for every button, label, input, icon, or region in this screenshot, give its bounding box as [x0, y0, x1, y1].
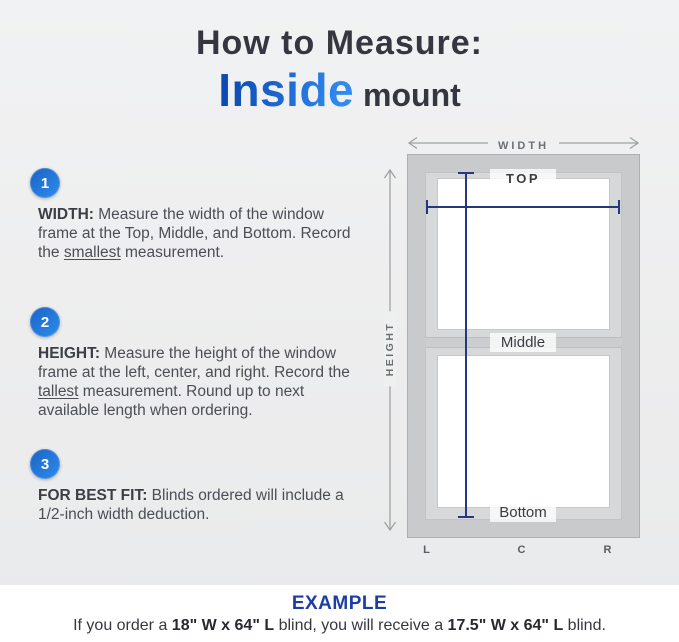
- example-text: If you order a 18" W x 64" L blind, you will receive a 17.5" W x 64" L blind.: [73, 617, 606, 634]
- page-title: [0, 24, 679, 117]
- step-1-text: WIDTH: Measure the width of the window frame at the Top, Middle, and Bottom. Record the smallest measurement.: [38, 206, 351, 261]
- example-heading: EXAMPLE: [291, 593, 388, 614]
- title-rest-mount: mount: [354, 77, 461, 113]
- title-accent-inside: Inside: [218, 64, 355, 116]
- step-1-badge: 1: [30, 168, 60, 198]
- step-height: [30, 307, 362, 420]
- title-line1: How to Measure:: [195, 24, 484, 62]
- top-position-label: TOP: [490, 169, 556, 188]
- center-mark-label: C: [517, 544, 527, 556]
- window-pane-bottom: [437, 355, 610, 508]
- step-2-text: HEIGHT: Measure the height of the window frame at the left, center, and right. Record the tallest measurement. Round up to next available length when ordering.: [38, 345, 350, 419]
- example-section: [0, 585, 679, 642]
- width-dimension-label: WIDTH: [407, 136, 640, 154]
- step-3-text: FOR BEST FIT: Blinds ordered will include a 1/2-inch width deduction.: [38, 487, 344, 523]
- step-3-badge: 3: [30, 449, 60, 479]
- left-mark-label: L: [423, 544, 431, 556]
- bottom-position-label: Bottom: [490, 503, 556, 522]
- middle-position-label: Middle: [490, 333, 556, 352]
- step-best-fit: [30, 449, 362, 524]
- title-line2: [0, 63, 679, 117]
- right-mark-label: R: [603, 544, 613, 556]
- window-pane-top: [437, 178, 610, 330]
- step-width: [30, 168, 362, 262]
- step-2-badge: 2: [30, 307, 60, 337]
- height-dimension-label: HEIGHT: [384, 312, 396, 387]
